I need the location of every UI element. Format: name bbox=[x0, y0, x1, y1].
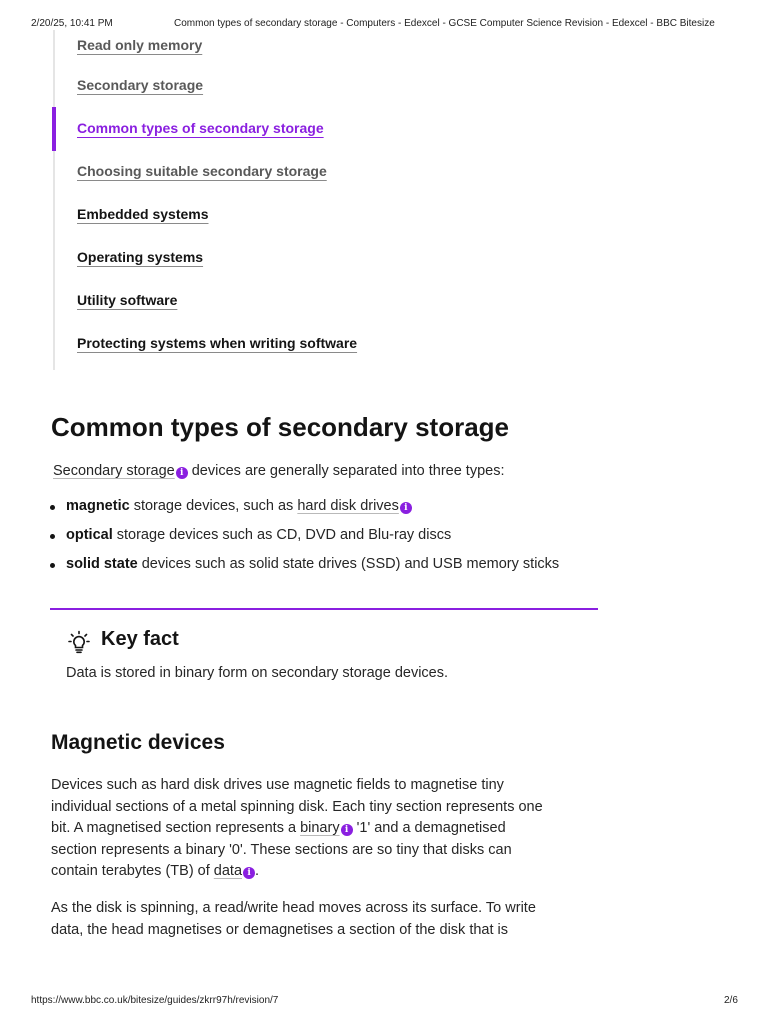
magnetic-paragraph-2 bbox=[51, 898, 536, 941]
paragraph-line bbox=[51, 818, 543, 840]
intro-paragraph bbox=[53, 463, 505, 479]
bullet-icon bbox=[50, 505, 55, 510]
guide-navigation bbox=[53, 30, 475, 370]
nav-link-utility-software[interactable]: Utility software bbox=[77, 292, 178, 308]
storage-types-list bbox=[49, 498, 559, 585]
key-fact-divider bbox=[50, 608, 598, 610]
print-page-number: 2/6 bbox=[724, 995, 738, 1006]
paragraph-line: section represents a binary '0'. These sections are so tiny that disks can bbox=[51, 841, 512, 858]
paragraph-line: Devices such as hard disk drives use magnetic fields to magnetise tiny bbox=[51, 777, 504, 793]
list-item bbox=[49, 498, 559, 527]
lightbulb-icon bbox=[67, 630, 91, 654]
paragraph-text: contain terabytes (TB) of bbox=[51, 863, 214, 879]
paragraph-text: . bbox=[255, 863, 260, 879]
list-item bbox=[49, 556, 559, 585]
magnetic-paragraph-1 bbox=[51, 775, 543, 883]
nav-active-indicator bbox=[52, 107, 56, 151]
type-name: solid state bbox=[66, 556, 138, 572]
nav-link-operating-systems[interactable]: Operating systems bbox=[77, 249, 204, 265]
type-name: optical bbox=[66, 527, 113, 543]
nav-link-embedded-systems[interactable]: Embedded systems bbox=[77, 206, 209, 222]
glossary-term-binary[interactable]: binary bbox=[300, 820, 340, 836]
nav-link-secondary-storage[interactable]: Secondary storage bbox=[77, 77, 204, 93]
info-icon[interactable]: i bbox=[341, 824, 353, 836]
paragraph-line bbox=[51, 861, 543, 883]
type-name: magnetic bbox=[66, 498, 130, 514]
paragraph-text: '1' and a demagnetised bbox=[352, 820, 506, 836]
key-fact-heading: Key fact bbox=[101, 628, 179, 650]
type-description: storage devices such as CD, DVD and Blu-ray discs bbox=[112, 527, 452, 543]
print-datetime: 2/20/25, 10:41 PM bbox=[31, 18, 113, 29]
intro-text: devices are generally separated into three types: bbox=[187, 463, 505, 479]
page-title: Common types of secondary storage bbox=[51, 412, 509, 442]
paragraph-line: data, the head magnetises or demagnetises a section of the disk that is bbox=[51, 921, 509, 938]
type-description: storage devices, such as bbox=[129, 498, 298, 514]
nav-link-protecting-systems[interactable]: Protecting systems when writing software bbox=[77, 335, 358, 351]
nav-link-read-only-memory[interactable]: Read only memory bbox=[77, 37, 203, 53]
nav-link-choosing-suitable-storage[interactable]: Choosing suitable secondary storage bbox=[77, 163, 327, 179]
list-item bbox=[49, 527, 559, 556]
bullet-icon bbox=[50, 563, 55, 568]
info-icon[interactable]: i bbox=[176, 467, 188, 479]
section-heading-magnetic-devices: Magnetic devices bbox=[51, 731, 225, 754]
paragraph-line: As the disk is spinning, a read/write head moves across its surface. To write bbox=[51, 900, 536, 916]
info-icon[interactable]: i bbox=[243, 867, 255, 879]
type-description: devices such as solid state drives (SSD) and USB memory sticks bbox=[137, 556, 560, 572]
glossary-term-data[interactable]: data bbox=[213, 863, 243, 879]
print-document-title: Common types of secondary storage - Computers - Edexcel - GCSE Computer Science Revision - Edexcel - BBC Bitesize bbox=[174, 18, 715, 29]
glossary-term-hard-disk-drives[interactable]: hard disk drives bbox=[297, 498, 399, 514]
key-fact-text: Data is stored in binary form on secondary storage devices. bbox=[66, 665, 449, 681]
info-icon[interactable]: i bbox=[400, 502, 412, 514]
paragraph-line: individual sections of a metal spinning disk. Each tiny section represents one bbox=[51, 798, 543, 815]
paragraph-text: bit. A magnetised section represents a bbox=[51, 820, 301, 836]
nav-link-common-types-current[interactable]: Common types of secondary storage bbox=[77, 120, 324, 136]
print-url: https://www.bbc.co.uk/bitesize/guides/zkrr97h/revision/7 bbox=[31, 995, 279, 1006]
bullet-icon bbox=[50, 534, 55, 539]
glossary-term-secondary-storage[interactable]: Secondary storage bbox=[53, 463, 175, 479]
